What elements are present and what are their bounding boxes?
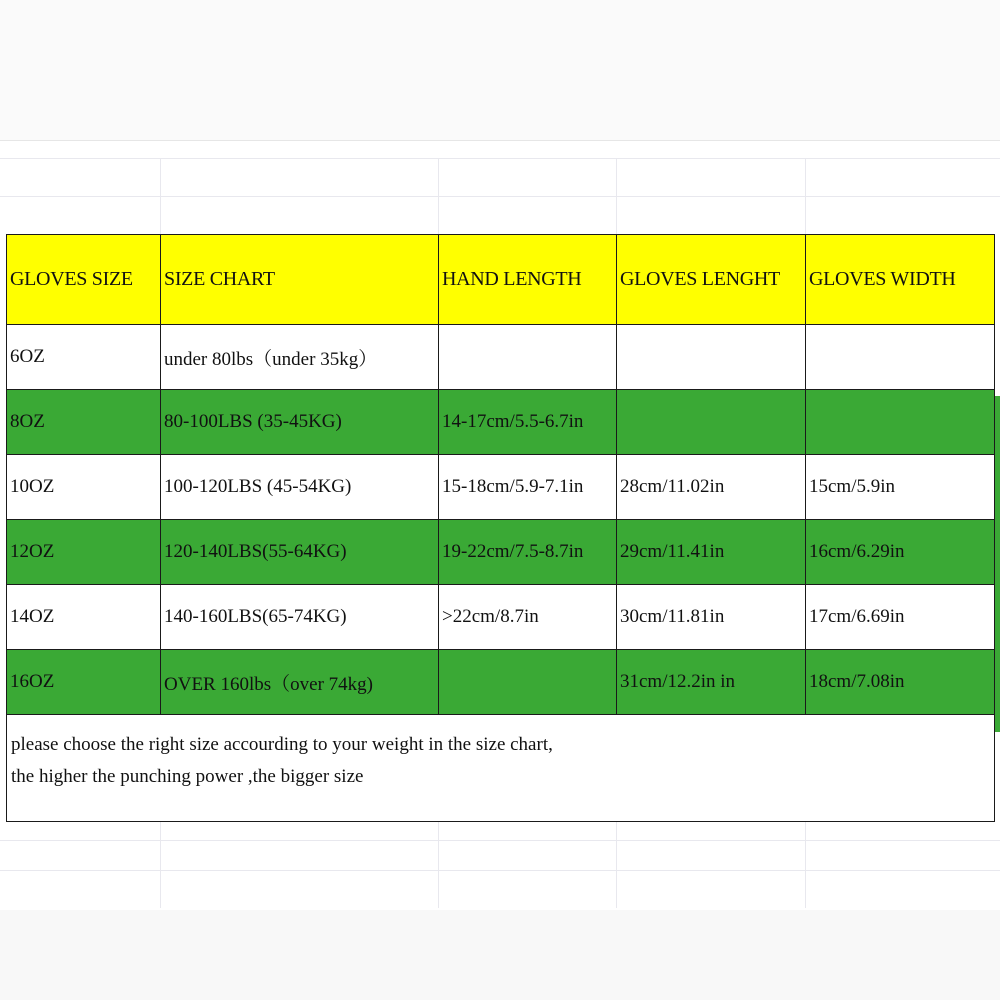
note-line-2: the higher the punching power ,the bigger size	[11, 766, 364, 787]
grid-line	[0, 158, 1000, 159]
cell-gloves-width: 18cm/7.08in	[806, 650, 995, 715]
cell-size: 16OZ	[7, 650, 161, 715]
header-gloves-length: GLOVES LENGHT	[617, 235, 806, 325]
cell-hand-length	[439, 650, 617, 715]
grid-line	[0, 196, 1000, 197]
cell-gloves-length	[617, 390, 806, 455]
cell-chart: 120-140LBS(55-64KG)	[161, 520, 439, 585]
bottom-margin	[0, 910, 1000, 1000]
cell-gloves-width	[806, 325, 995, 390]
cell-hand-length: >22cm/8.7in	[439, 585, 617, 650]
cell-gloves-width: 16cm/6.29in	[806, 520, 995, 585]
table-row	[7, 585, 995, 650]
cell-gloves-length: 29cm/11.41in	[617, 520, 806, 585]
header-hand-length: HAND LENGTH	[439, 235, 617, 325]
cell-size: 14OZ	[7, 585, 161, 650]
cell-gloves-length: 30cm/11.81in	[617, 585, 806, 650]
note-line-1: please choose the right size accourding to your weight in the size chart,	[11, 734, 553, 755]
header-gloves-size: GLOVES SIZE	[7, 235, 161, 325]
table-row	[7, 650, 995, 715]
size-note	[7, 715, 995, 822]
cell-chart: under 80lbs（under 35kg）	[161, 325, 439, 390]
cell-gloves-length	[617, 325, 806, 390]
top-margin	[0, 0, 1000, 140]
header-row	[7, 235, 995, 325]
cell-chart: 80-100LBS (35-45KG)	[161, 390, 439, 455]
gloves-size-table	[6, 234, 995, 822]
cell-gloves-width: 15cm/5.9in	[806, 455, 995, 520]
cell-size: 6OZ	[7, 325, 161, 390]
cell-hand-length: 19-22cm/7.5-8.7in	[439, 520, 617, 585]
table-row	[7, 455, 995, 520]
grid-line	[0, 870, 1000, 871]
cell-chart: 100-120LBS (45-54KG)	[161, 455, 439, 520]
note-row	[7, 715, 995, 822]
table-row	[7, 325, 995, 390]
cell-gloves-width: 17cm/6.69in	[806, 585, 995, 650]
cell-hand-length: 14-17cm/5.5-6.7in	[439, 390, 617, 455]
cell-hand-length	[439, 325, 617, 390]
cell-size: 8OZ	[7, 390, 161, 455]
grid-line	[0, 840, 1000, 841]
header-size-chart: SIZE CHART	[161, 235, 439, 325]
cell-gloves-width	[806, 390, 995, 455]
cell-size: 12OZ	[7, 520, 161, 585]
cell-gloves-length: 31cm/12.2in in	[617, 650, 806, 715]
cell-chart: OVER 160lbs（over 74kg)	[161, 650, 439, 715]
cell-size: 10OZ	[7, 455, 161, 520]
cell-hand-length: 15-18cm/5.9-7.1in	[439, 455, 617, 520]
header-gloves-width: GLOVES WIDTH	[806, 235, 995, 325]
table-row	[7, 520, 995, 585]
cell-gloves-length: 28cm/11.02in	[617, 455, 806, 520]
table-row	[7, 390, 995, 455]
cell-chart: 140-160LBS(65-74KG)	[161, 585, 439, 650]
